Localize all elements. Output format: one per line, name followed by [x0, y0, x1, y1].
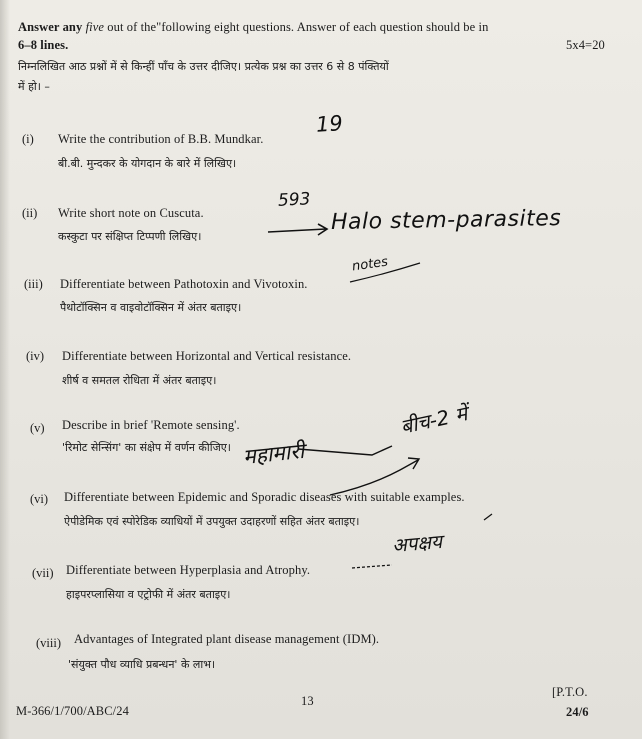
question-text-en: Differentiate between Horizontal and Vertical resistance. — [62, 349, 352, 363]
instruction-hi-line1: निम्नलिखित आठ प्रश्नों में से किन्हीं पाँच के उत्तर दीजिए। प्रत्येक प्रश्न का उत्तर 6 से 8 पंक्तियों — [18, 60, 389, 73]
slash-vi-right — [484, 514, 492, 520]
question-text-hi: हाइपरप्लासिया व एट्रोफी में अंतर बताइए। — [66, 588, 231, 601]
handwritten-upachay: अपक्षय — [391, 530, 443, 558]
page-number: 13 — [301, 694, 314, 708]
instruction-hi-line2: में हो। – — [18, 80, 50, 93]
paper-code: M-366/1/700/ABC/24 — [16, 704, 129, 718]
instruction-en-line2: 6–8 lines. — [18, 38, 69, 52]
arrow-cuscuta — [268, 229, 326, 232]
question-number: (vii) — [32, 566, 54, 580]
question-text-hi: ऐपीडेमिक एवं स्पोरेडिक व्याधियों में उपयुक्त उदाहरणों सहित अंतर बताइए। — [64, 515, 360, 528]
handwritten-notes: notes — [351, 254, 389, 275]
question-number: (iv) — [26, 349, 45, 363]
instruction-five-word: five — [85, 20, 105, 34]
question-number: (i) — [22, 132, 34, 146]
question-number: (iii) — [24, 277, 43, 291]
question-text-en: Write short note on Cuscuta. — [58, 206, 204, 220]
question-text-en: Advantages of Integrated plant disease management (IDM). — [74, 632, 380, 646]
question-text-en: Differentiate between Hyperplasia and Atrophy. — [66, 563, 311, 577]
question-text-hi: कस्कुटा पर संक्षिप्त टिप्पणी लिखिए। — [58, 230, 202, 243]
question-text-en: Write the contribution of B.B. Mundkar. — [58, 132, 264, 146]
arrow-remote-sensing — [298, 446, 392, 455]
handwritten-593: 593 — [277, 189, 311, 211]
marks-label: 5x4=20 — [566, 38, 605, 52]
arrow-epidemic — [330, 460, 418, 495]
question-number: (ii) — [22, 206, 38, 220]
question-number: (vi) — [30, 492, 49, 506]
handwritten-19: 19 — [315, 111, 344, 137]
question-number: (viii) — [36, 636, 61, 650]
handwritten-mahamari: महामारी — [241, 438, 306, 470]
question-number: (v) — [30, 421, 45, 435]
instruction-rest: out of the"following eight questions. Answer of each question should be in — [107, 20, 489, 34]
question-text-hi: 'रिमोट सेन्सिंग' का संक्षेप में वर्णन कीजिए। — [62, 441, 231, 454]
arrow-hyperplasia — [352, 565, 392, 568]
question-text-hi: पैथोटॉक्सिन व वाइवोटॉक्सिन में अंतर बताइए। — [60, 301, 242, 314]
question-text-hi: शीर्ष व समतल रोधिता में अंतर बताइए। — [62, 374, 217, 387]
question-text-hi: 'संयुक्त पौध व्याधि प्रबन्धन' के लाभ। — [68, 658, 216, 671]
date-label: 24/6 — [566, 705, 589, 719]
handwritten-halo-stem: Halo stem-parasites — [330, 205, 562, 236]
pto-label: [P.T.O. — [552, 685, 588, 699]
handwritten-beech: बीच-2 में — [398, 401, 470, 439]
question-text-en: Describe in brief 'Remote sensing'. — [62, 418, 240, 432]
notes-underline — [350, 263, 420, 282]
question-text-en: Differentiate between Epidemic and Sporadic diseases with suitable examples. — [64, 490, 465, 504]
instruction-answer-word: Answer any — [18, 20, 83, 34]
question-text-en: Differentiate between Pathotoxin and Vivotoxin. — [60, 277, 308, 291]
question-text-hi: बी.बी. मुन्दकर के योगदान के बारे में लिखिए। — [58, 157, 237, 170]
